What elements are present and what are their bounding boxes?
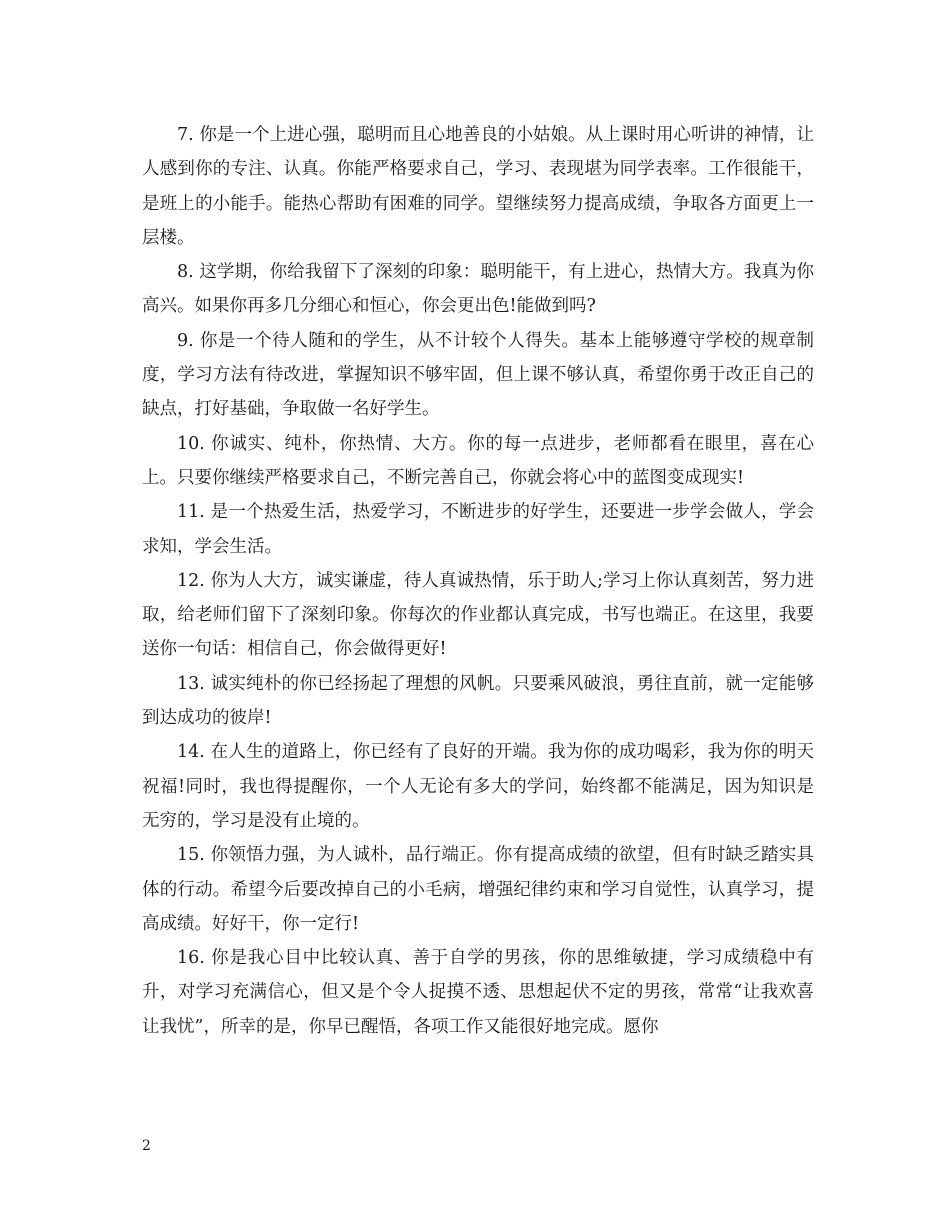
page-number: 2 xyxy=(142,1138,151,1154)
paragraph-11: 11. 是一个热爱生活，热爱学习，不断进步的好学生，还要进一步学会做人，学会求知，学会生活。 xyxy=(142,502,814,557)
paragraph-14: 14. 在人生的道路上，你已经有了良好的开端。我为你的成功喝彩，我为你的明天祝福!同时，我也得提醒你，一个人无论有多大的学问，始终都不能满足，因为知识是无穷的，学习是没有止境的。 xyxy=(142,742,814,831)
paragraph-7: 7. 你是一个上进心强，聪明而且心地善良的小姑娘。从上课时用心听讲的神情，让人感到你的专注、认真。你能严格要求自己，学习、表现堪为同学表率。工作很能干，是班上的小能手。能热心帮助有困难的同学。望继续努力提高成绩，争取各方面更上一层楼。 xyxy=(142,125,814,248)
paragraph-16: 16. 你是我心目中比较认真、善于自学的男孩，你的思维敏捷，学习成绩稳中有升，对学习充满信心，但又是个令人捉摸不透、思想起伏不定的男孩，常常“让我欢喜让我忧”，所幸的是，你早已醒悟，各项工作又能很好地完成。愿你 xyxy=(142,948,814,1037)
paragraph-12: 12. 你为人大方，诚实谦虚，待人真诚热情，乐于助人;学习上你认真刻苦，努力进取，给老师们留下了深刻印象。你每次的作业都认真完成，书写也端正。在这里，我要送你一句话：相信自己，你会做得更好! xyxy=(142,570,814,660)
paragraph-15: 15. 你领悟力强，为人诚朴，品行端正。你有提高成绩的欲望，但有时缺乏踏实具体的行动。希望今后要改掉自己的小毛病，增强纪律约束和学习自觉性，认真学习，提高成绩。好好干，你一定行! xyxy=(142,845,814,934)
paragraph-8: 8. 这学期，你给我留下了深刻的印象：聪明能干，有上进心，热情大方。我真为你高兴。如果你再多几分细心和恒心，你会更出色!能做到吗? xyxy=(142,262,814,317)
paragraph-9: 9. 你是一个待人随和的学生，从不计较个人得失。基本上能够遵守学校的规章制度，学习方法有待改进，掌握知识不够牢固，但上课不够认真，希望你勇于改正自己的缺点，打好基础，争取做一名好学生。 xyxy=(142,330,814,420)
document-body xyxy=(142,118,814,1044)
paragraph-13: 13. 诚实纯朴的你已经扬起了理想的风帆。只要乘风破浪，勇往直前，就一定能够到达成功的彼岸! xyxy=(142,673,814,729)
paragraph-10: 10. 你诚实、纯朴，你热情、大方。你的每一点进步，老师都看在眼里，喜在心上。只要你继续严格要求自己，不断完善自己，你就会将心中的蓝图变成现实! xyxy=(142,433,814,488)
